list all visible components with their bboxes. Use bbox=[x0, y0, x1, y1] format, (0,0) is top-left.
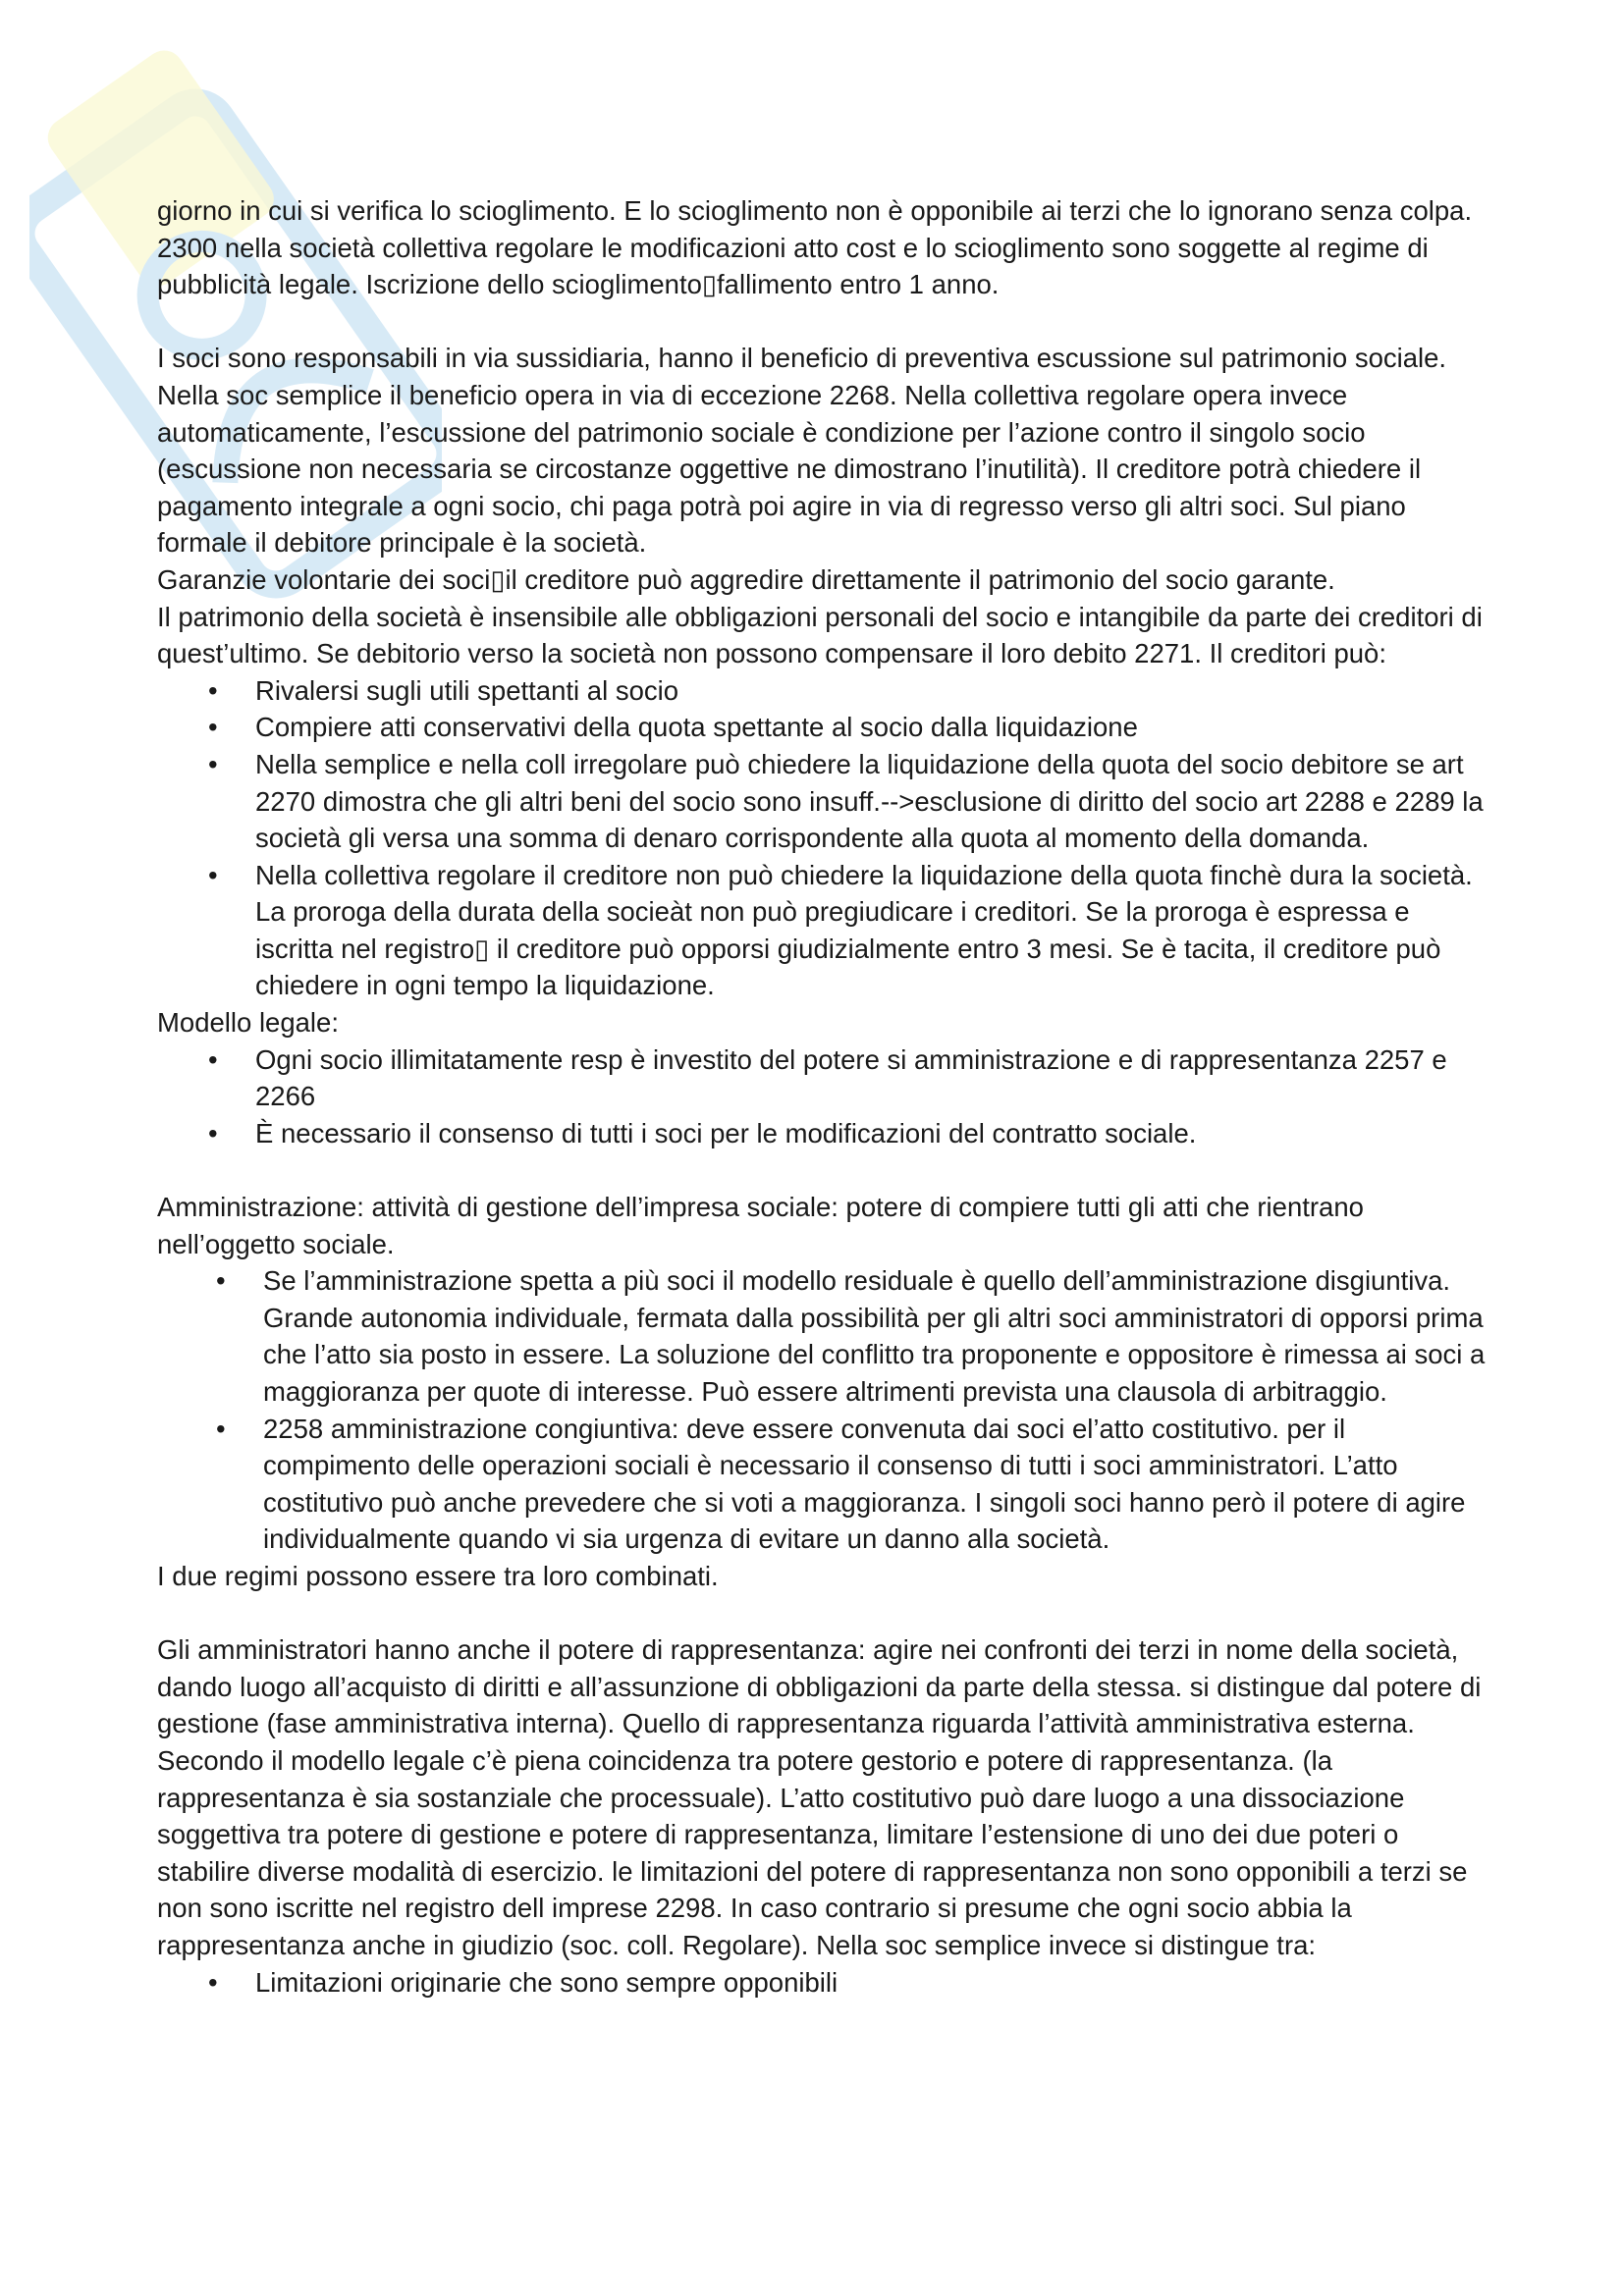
paragraph-garanzie-volontarie: Garanzie volontarie dei soci▯il creditore può aggredire direttamente il patrimonio del socio garante. bbox=[157, 563, 1335, 595]
list-item: • Se l’amministrazione spetta a più soci il modello residuale è quello dell’amministrazione disgiuntiva. Grande autonomia individuale, fermata dalla possibilità per gli altri soci amministratori di opporsi prima che l’atto sia posto in essere. La soluzione del conflitto tra proponente e oppositore è rimessa ai soci a maggioranza per quote di interesse. Può essere altrimenti prevista una clausola di arbitraggio. bbox=[157, 1262, 1492, 1410]
paragraph-scioglimento: giorno in cui si verifica lo scioglimento. E lo scioglimento non è opponibile ai terzi che lo ignorano senza colpa. 2300 nella società collettiva regolare le modificazioni atto cost e lo scioglimento sono soggette al regime di pubblicità legale. Iscrizione dello scioglimento▯fallimento entro 1 anno. bbox=[157, 195, 1473, 300]
list-item: • Nella collettiva regolare il creditore non può chiedere la liquidazione della quota finchè dura la società. La proroga della durata della socieàt non può pregiudicare i creditori. Se la proroga è espressa e iscritta nel registro▯ il creditore può opporsi giudizialmente entro 3 mesi. Se è tacita, il creditore può chiedere in ogni tempo la liquidazione. bbox=[157, 857, 1492, 1004]
list-modello-legale bbox=[157, 1041, 1492, 1152]
list-diritti-creditore bbox=[157, 672, 1492, 1004]
paragraph-responsabilita-soci: I soci sono responsabili in via sussidiaria, hanno il beneficio di preventiva escussione sul patrimonio sociale. Nella soc semplice il beneficio opera in via di eccezione 2268. Nella collettiva regolare opera invece automaticamente, l’escussione del patrimonio sociale è condizione per l’azione contro il singolo socio (escussione non necessaria se circostanze oggettive ne dimostrano l’inutilità). Il creditore potrà chiedere il pagamento integrale a ogni socio, chi paga potrà poi agire in via di regresso verso gli altri soci. Sul piano formale il debitore principale è la società. bbox=[157, 343, 1447, 559]
list-item: • Rivalersi sugli utili spettanti al socio bbox=[157, 672, 1492, 710]
paragraph-rappresentanza: Gli amministratori hanno anche il potere di rappresentanza: agire nei confronti dei terzi in nome della società, dando luogo all’acquisto di diritti e all’assunzione di obbligazioni da parte della stessa. si distingue dal potere di gestione (fase amministrativa interna). Quello di rappresentanza riguarda l’attività amministrativa esterna. Secondo il modello legale c’è piena coincidenza tra potere gestorio e potere di rappresentanza. (la rappresentanza è sia sostanziale che processuale). L’atto costitutivo può dare luogo a una dissociazione soggettiva tra potere di gestione e potere di rappresentanza, limitare l’estensione di uno dei due poteri o stabilire diverse modalità di esercizio. le limitazioni del potere di rappresentanza non sono opponibili a terzi se non sono iscritte nel registro dell imprese 2298. In caso contrario si presume che ogni socio abbia la rappresentanza anche in giudizio (soc. coll. Regolare). Nella soc semplice invece si distingue tra: bbox=[157, 1634, 1482, 1960]
paragraph-patrimonio-societa: Il patrimonio della società è insensibile alle obbligazioni personali del socio e intangibile da parte dei creditori di quest’ultimo. Se debitorio verso la società non possono compensare il loro debito 2271. Il creditori può: bbox=[157, 601, 1483, 669]
list-item: • 2258 amministrazione congiuntiva: deve essere convenuta dai soci el’atto costitutivo. per il compimento delle operazioni sociali è necessario il consenso di tutti i soci amministratori. L’atto costitutivo può anche prevedere che si voti a maggioranza. I singoli soci hanno però il potere di agire individualmente quando vi sia urgenza di evitare un danno alla società. bbox=[157, 1411, 1492, 1558]
list-item: • Nella semplice e nella coll irregolare può chiedere la liquidazione della quota del socio debitore se art 2270 dimostra che gli altri beni del socio sono insuff.-->esclusione di diritto del socio art 2288 e 2289 la società gli versa una somma di denaro corrispondente alla quota al momento della domanda. bbox=[157, 746, 1492, 857]
list-item: • Limitazioni originarie che sono sempre opponibili bbox=[157, 1964, 1492, 2002]
list-limitazioni bbox=[157, 1964, 1492, 2002]
paragraph-regimi-combinati: I due regimi possono essere tra loro combinati. bbox=[157, 1560, 719, 1591]
list-amministrazione bbox=[157, 1262, 1492, 1558]
heading-modello-legale: Modello legale: bbox=[157, 1007, 339, 1039]
paragraph-amministrazione: Amministrazione: attività di gestione dell’impresa sociale: potere di compiere tutti gli atti che rientrano nell’oggetto sociale. bbox=[157, 1192, 1364, 1259]
list-item: • È necessario il consenso di tutti i soci per le modificazioni del contratto sociale. bbox=[157, 1115, 1492, 1152]
list-item: • Compiere atti conservativi della quota spettante al socio dalla liquidazione bbox=[157, 709, 1492, 746]
paragraph-gap bbox=[157, 1151, 1492, 1189]
paragraph-gap bbox=[157, 303, 1492, 341]
paragraph-gap bbox=[157, 1595, 1492, 1632]
list-item: • Ogni socio illimitatamente resp è investito del potere si amministrazione e di rappresentanza 2257 e 2266 bbox=[157, 1041, 1492, 1115]
document-body bbox=[157, 192, 1492, 2001]
